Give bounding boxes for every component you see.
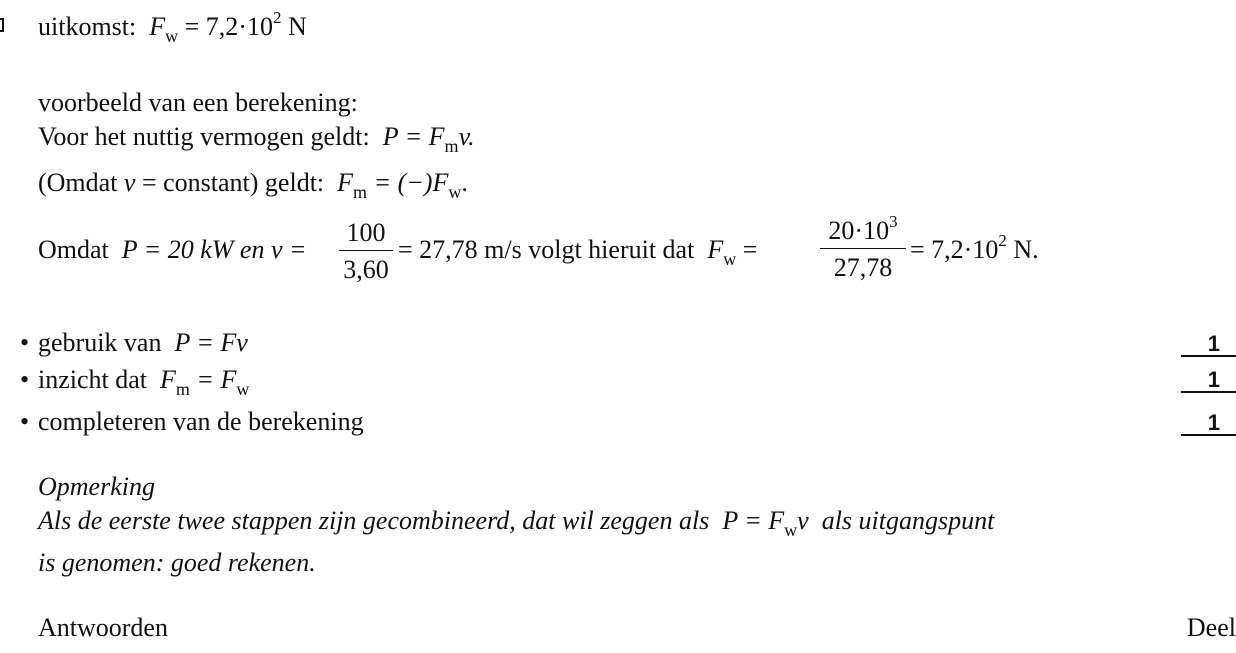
line3-text: Omdat [38,235,109,264]
remark-line-2: is genomen: goed rekenen. [38,548,316,577]
line1-text: Voor het nuttig vermogen geldt: [38,122,370,151]
frac2-bar [820,248,906,249]
criterion-3-score: 1 [1181,412,1236,436]
result-var-sub: w [165,26,179,46]
fraction-1 [339,220,393,283]
result-var: F [149,12,166,41]
line2-var: v [123,168,136,197]
remark-title: Opmerking [38,472,155,501]
frac2-num-wrap [820,212,906,245]
line2-sub2: w [448,182,462,202]
criterion-2-sub-b: w [236,379,250,399]
example-line-3-c [910,231,1039,264]
line3-p: P = 20 kW en [121,235,265,264]
fraction-2 [820,212,906,282]
line3-v: v = [270,235,307,264]
line2-text-b: = constant) geldt: [141,168,325,197]
criterion-2-sub-a: m [175,379,190,399]
line2-end: . [461,168,468,197]
checkbox-marker [0,18,4,32]
criterion-1-score: 1 [1181,333,1236,357]
remark-formula: P = F [722,506,785,535]
remark-formula-sub: w [784,520,798,540]
criterion-1 [38,330,248,356]
example-line-3-b [398,235,758,269]
line2-formula: F [337,168,354,197]
criterion-2-bullet: • [20,365,30,394]
footer-right: Deel [1186,613,1236,642]
line3-fsub: w [723,249,737,269]
footer-left: Antwoorden [38,613,168,642]
line1-end: v. [458,122,475,151]
result-eq: = 7,2·10 [184,12,273,41]
result-unit: N [287,12,307,41]
line2-mid: = (−)F [373,168,449,197]
criterion-3-bullet: • [20,407,30,436]
result-label: uitkomst: [38,12,137,41]
example-line-1 [38,122,475,156]
example-line-3-a [38,237,307,263]
example-line-2 [38,168,468,202]
criterion-1-formula: P = Fv [174,328,248,357]
frac2-num: 20·10 [828,216,890,245]
line3-mid: = 27,78 m/s volgt hieruit dat [398,235,695,264]
remark-line1-b: als uitgangspunt [821,506,995,535]
line3-exp: 2 [998,231,1007,250]
remark-line1-a: Als de eerste twee stappen zijn gecombineerd, dat wil zeggen als [38,506,710,535]
frac1-den: 3,60 [343,255,389,284]
line3-result: = 7,2·10 [910,235,999,264]
line3-unit: N. [1013,235,1039,264]
criterion-1-text: gebruik van [38,328,162,357]
frac1-num: 100 [346,218,386,247]
criterion-2-formula-b: = F [196,365,237,394]
result-line [38,8,307,46]
criterion-3: completeren van de berekening [38,407,364,436]
frac1-bar [339,250,393,251]
result-exp: 2 [272,8,282,27]
criterion-2-score: 1 [1181,369,1236,393]
criterion-2-text: inzicht dat [38,365,148,394]
line1-formula: P = F [382,122,445,151]
criterion-1-bullet: • [20,328,30,357]
line3-eq: = [742,235,758,264]
example-intro: voorbeeld van een berekening: [38,88,358,117]
frac2-den: 27,78 [833,253,893,282]
line3-f: F [707,235,724,264]
criterion-2-formula-a: F [160,365,176,394]
remark-line-1 [38,506,995,540]
line1-sub: m [444,136,459,156]
remark-formula-end: v [797,506,809,535]
frac2-exp: 3 [889,212,898,231]
line2-text-a: (Omdat [38,168,118,197]
line2-sub: m [353,182,368,202]
criterion-2 [38,365,250,399]
